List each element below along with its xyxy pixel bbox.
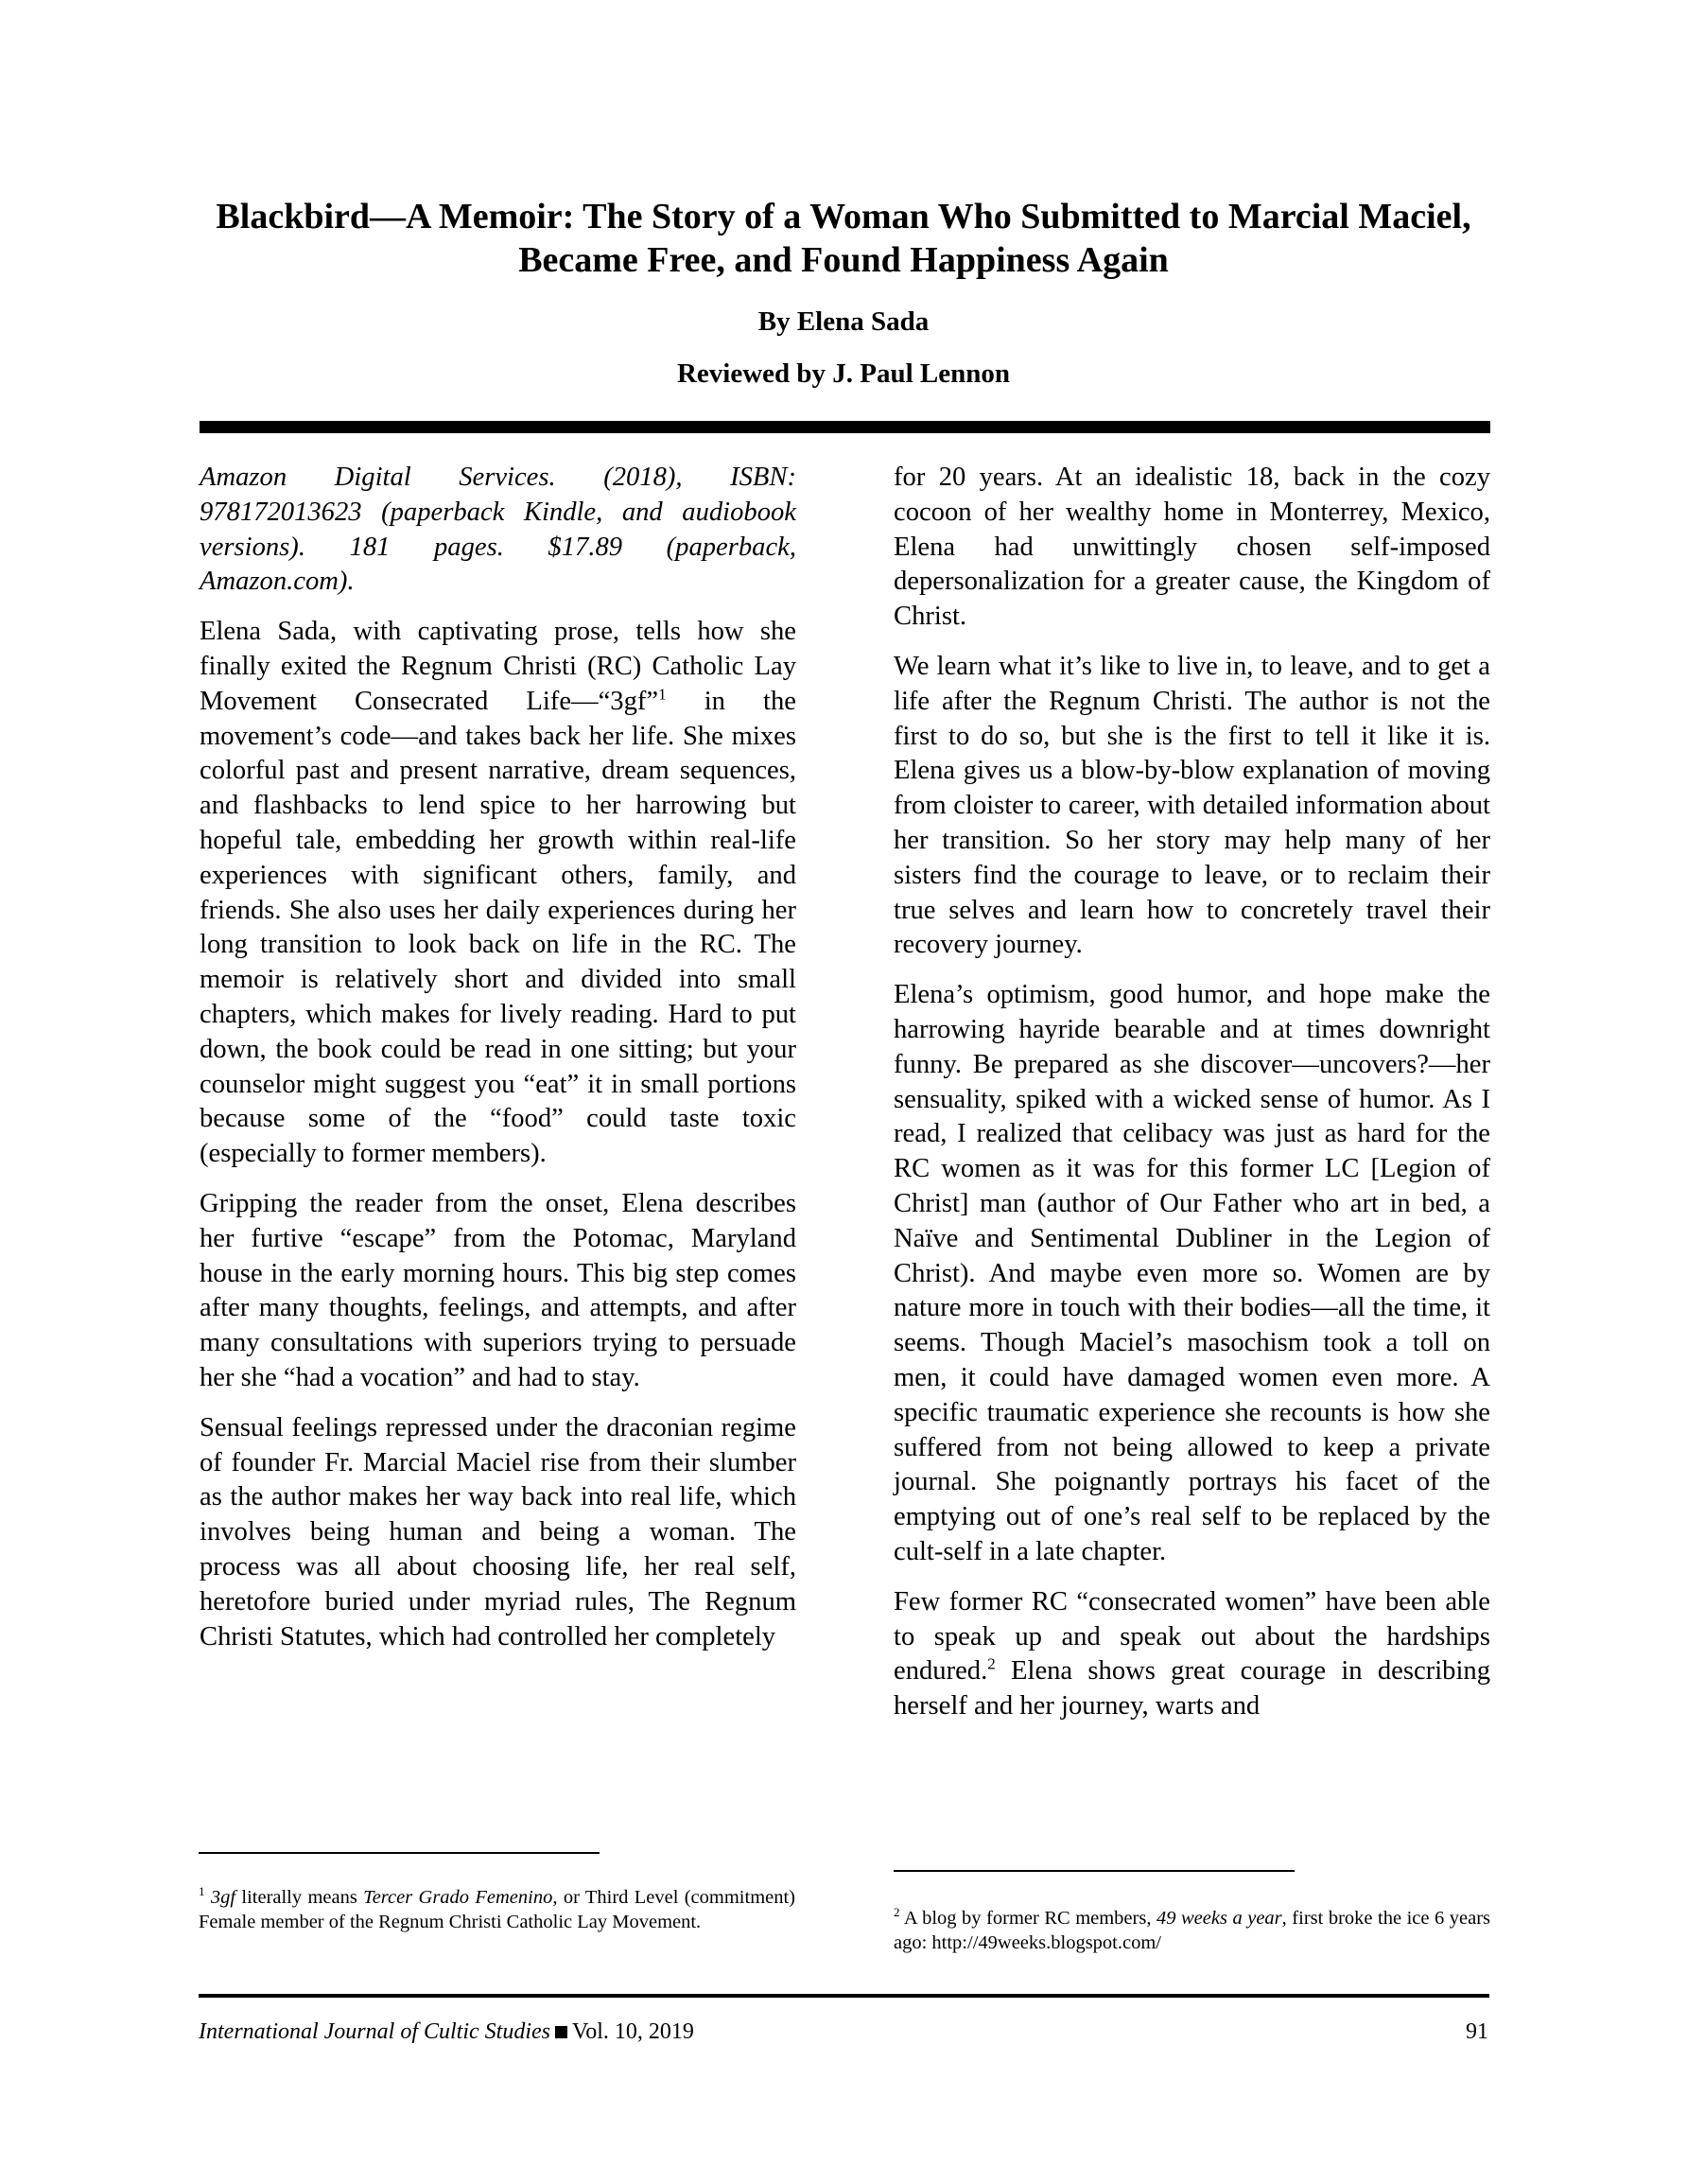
paragraph: [200, 615, 796, 1172]
book-citation: Amazon Digital Services. (2018), ISBN: 978172013623 (paperback Kindle, and audiobook versions). 181 pages. $17.89 (paperback, Amazon.com).: [200, 463, 796, 597]
book-author: By Elena Sada: [757, 306, 930, 337]
volume-info: Vol. 10, 2019: [571, 2019, 694, 2044]
paragraph-text: in the movement’s code—and takes back her life. She mixes colorful past and present narrative, dream sequences, and flashbacks to lend spice to her harrowing but hopeful tale, embedding her growth within real-life experiences with significant others, family, and friends. She also uses her daily experiences during her long transition to look back on life in the RC. The memoir is relatively short and divided into small chapters, which makes for lively reading. Hard to put down, the book could be read in one sitting; but your counselor might suggest you “eat” it in small portions because some of the “food” could taste toxic (especially to former members).: [200, 686, 796, 1169]
footnote-text: A blog by former RC members,: [899, 1908, 1157, 1929]
paragraph: We learn what it’s like to live in, to leave, and to get a life after the Regnum Christi. The author is not the first to do so, but she is the first to tell it like it is. Elena gives us a blow-by-blow explanation of moving from cloister to career, with detailed information about her transition. So her story may help many of her sisters find the courage to leave, or to reclaim their true selves and learn how to concretely travel their recovery journey.: [894, 651, 1490, 960]
footnote-1: [199, 1885, 795, 1934]
footnote-ref-1[interactable]: 1: [658, 685, 667, 704]
footnote-term: 3gf: [210, 1887, 236, 1908]
footnote-marker: 2: [894, 1905, 900, 1920]
footnote-ref-2[interactable]: 2: [987, 1654, 996, 1673]
footnote-marker: 1: [199, 1884, 205, 1899]
footnote-spanish-term: Tercer Grado Femenino: [363, 1887, 553, 1908]
footnote-2: [894, 1906, 1490, 1955]
footnote-text: , first broke the ice 6 years ago: http://49weeks.blogspot.com/: [894, 1908, 1491, 1953]
paragraph: for 20 years. At an idealistic 18, back in the cozy cocoon of her wealthy home in Monterrey, Mexico, Elena had unwittingly chosen self-imposed depersonalization for a greater cause, the Kingdom of Christ.: [894, 463, 1490, 632]
running-footer: [199, 2018, 694, 2046]
reviewer: Reviewed by J. Paul Lennon: [676, 358, 1011, 389]
right-column: [894, 461, 1490, 1739]
footnote-text: literally means: [235, 1887, 364, 1908]
journal-name: International Journal of Cultic Studies: [199, 2019, 550, 2044]
paragraph: Elena’s optimism, good humor, and hope make the harrowing hayride bearable and at times downright funny. Be prepared as she discover—uncovers?—her sensuality, spiked with a wicked sense of humor. As I read, I realized that celibacy was just as hard for the RC women as it was for this former LC [Legion of Christ] man (author of Our Father who art in bed, a Naïve and Sentimental Dubliner in the Legion of Christ). And maybe even more so. Women are by nature more in touch with their bodies—all the time, it seems. Though Maciel’s masochism took a toll on men, it could have damaged women even more. A specific traumatic experience she recounts is how she suffered from not being allowed to keep a private journal. She poignantly portrays his facet of the emptying out of one’s real self to be replaced by the cult-self in a late chapter.: [894, 980, 1490, 1566]
paragraph-text: Elena shows great courage in describing herself and her journey, warts and: [894, 1656, 1490, 1721]
paragraph: [894, 1585, 1490, 1724]
footnote-divider: [199, 1852, 600, 1854]
footnote-text: , or Third Level (commitment) Female member of the Regnum Christi Catholic Lay Movement.: [199, 1887, 796, 1932]
footnote-divider: [894, 1870, 1295, 1872]
footnote-blog-name: 49 weeks a year: [1156, 1908, 1282, 1929]
paragraph: Gripping the reader from the onset, Elena describes her furtive “escape” from the Potomac, Maryland house in the early morning hours. This big step comes after many thoughts, feelings, and attempts, and after many consultations with superiors trying to persuade her she “had a vocation” and had to stay.: [200, 1188, 796, 1392]
paragraph: Sensual feelings repressed under the draconian regime of founder Fr. Marcial Maciel rise from their slumber as the author makes her way back into real life, which involves being human and being a woman. The process was all about choosing life, her real self, heretofore buried under myriad rules, The Regnum Christi Statutes, which had controlled her completely: [200, 1412, 796, 1651]
footer-divider: [199, 1994, 1489, 1998]
left-column: [200, 461, 796, 1669]
paragraph-text: Elena Sada, with captivating prose, tells how she finally exited the Regnum Christi (RC) Catholic Lay Movement Consecrated Life—“3gf”: [200, 617, 796, 716]
black-square-icon: [555, 2026, 567, 2038]
page-number: 91: [1466, 2019, 1488, 2044]
header-divider: [200, 421, 1490, 433]
article-title: Blackbird—A Memoir: The Story of a Woman Who Submitted to Marcial Maciel, Became Free, and Found Happiness Again: [216, 197, 1471, 280]
paragraph-text: Few former RC “consecrated women” have been able to speak up and speak out about the hardships endured.: [894, 1586, 1490, 1686]
